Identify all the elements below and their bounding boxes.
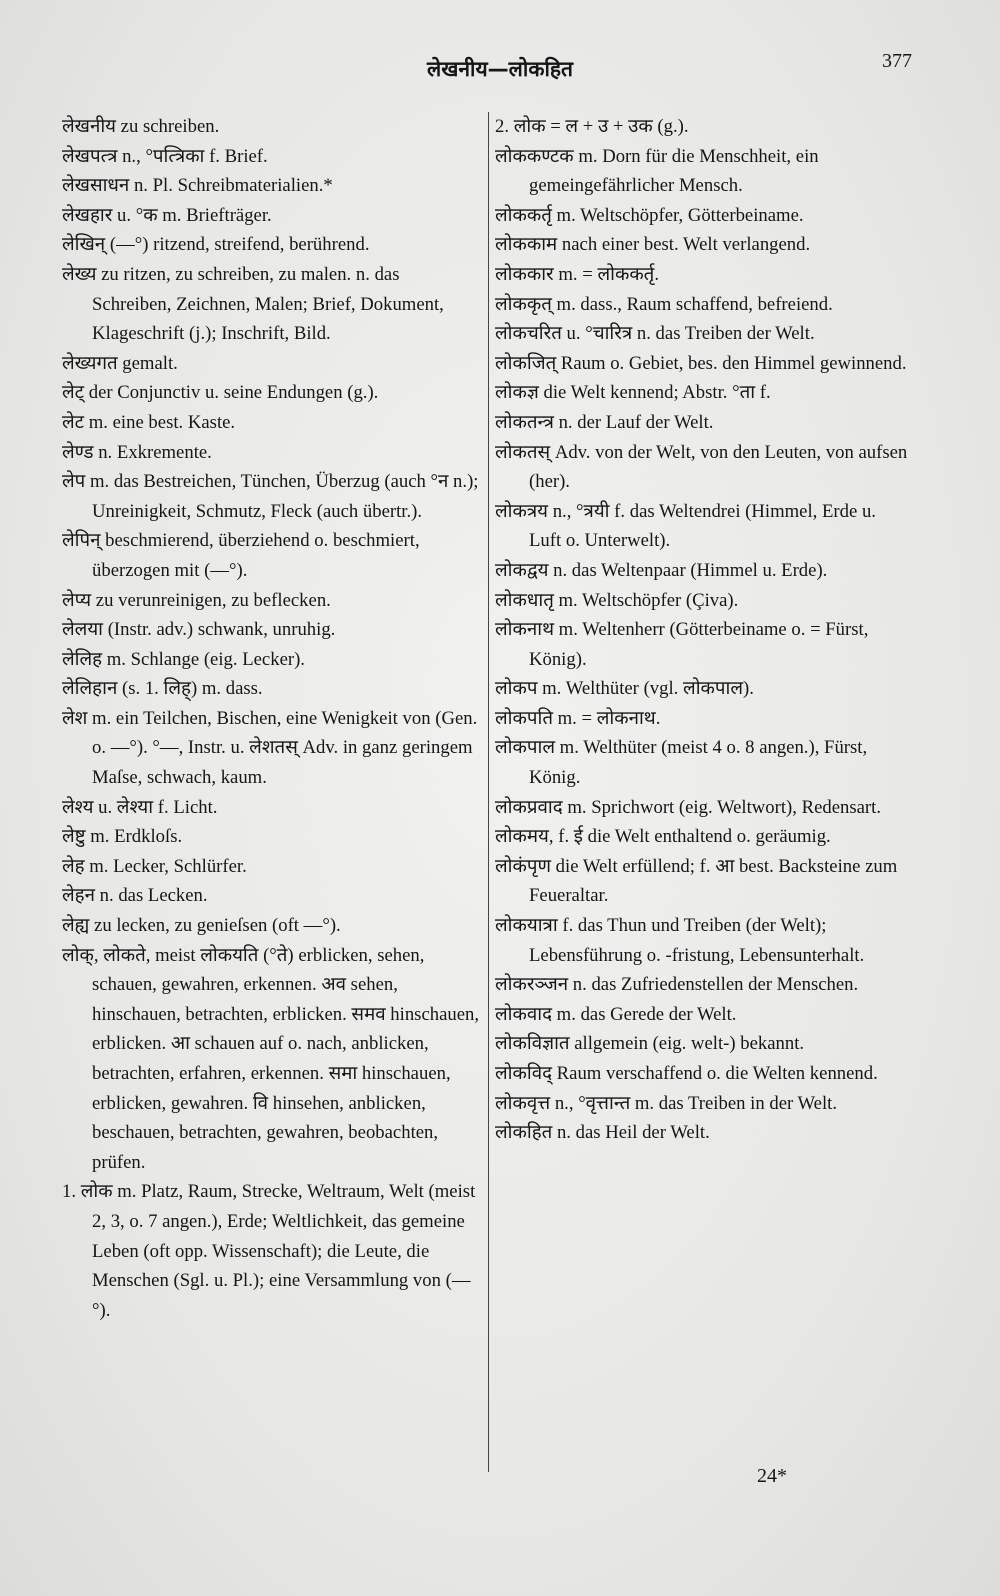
dictionary-entry: लेखपत्त्र n., °पत्त्रिका f. Brief.: [62, 145, 268, 167]
signature-mark: 24*: [757, 1465, 787, 1487]
dictionary-entry: लेख्य zu ritzen, zu schreiben, zu malen. n. das Schreiben, Zeichnen, Malen; Brief, Dokument, Klageschrift (j.); Inschrift, Bild.: [62, 263, 444, 345]
column-divider: [488, 112, 489, 1472]
dictionary-entry: लोककृत् m. dass., Raum schaffend, befreiend.: [495, 293, 833, 315]
dictionary-entry: लेखिन् (—°) ritzend, streifend, berührend.: [62, 234, 370, 256]
dictionary-entry: 1. लोक m. Platz, Raum, Strecke, Weltraum, Welt (meist 2, 3, o. 7 angen.), Erde; Weltlichkeit, das gemeine Leben (oft opp. Wissenschaft); die Leute, die Menschen (Sgl. u. Pl.); eine Versammlung von (—°).: [62, 1181, 476, 1321]
dictionary-entry: लोकहित n. das Heil der Welt.: [495, 1122, 710, 1144]
dictionary-entry: लेखहार u. °क m. Briefträger.: [62, 204, 272, 226]
running-head: लेखनीय—लोकहित: [426, 57, 574, 81]
dictionary-entry: लोकवाद m. das Gerede der Welt.: [495, 1003, 737, 1025]
dictionary-entry: लेश m. ein Teilchen, Bischen, eine Wenigkeit von (Gen. o. —°). °—, Instr. u. लेशतस् Adv. in ganz geringem Maſse, schwach, kaum.: [62, 707, 478, 789]
right-column: [495, 112, 910, 1148]
dictionary-entry: लोकद्वय n. das Weltenpaar (Himmel u. Erde).: [495, 559, 828, 581]
left-column: [62, 112, 482, 1325]
dictionary-entry: लोकपति m. = लोकनाथ.: [495, 707, 661, 729]
dictionary-entry: लोकप m. Welthüter (vgl. लोकपाल).: [495, 678, 754, 700]
dictionary-entry: लोकनाथ m. Weltenherr (Götterbeiname o. = Fürst, König).: [495, 619, 869, 670]
dictionary-entry: लेलया (Instr. adv.) schwank, unruhig.: [62, 619, 336, 641]
dictionary-entry: लेष्टु m. Erdkloſs.: [62, 826, 183, 848]
dictionary-entry: लोकवृत्त n., °वृत्तान्त m. das Treiben in der Welt.: [495, 1092, 838, 1114]
dictionary-entry: लेह m. Lecker, Schlürfer.: [62, 855, 247, 877]
dictionary-entry: लोकजित् Raum o. Gebiet, bes. den Himmel gewinnend.: [495, 352, 907, 374]
dictionary-entry: लेख्यगत gemalt.: [62, 352, 178, 374]
dictionary-entry: लोकविद् Raum verschaffend o. die Welten kennend.: [495, 1063, 878, 1084]
dictionary-entry: 2. लोक = ल + उ + उक (g.).: [495, 116, 689, 137]
page-number: 377: [882, 50, 912, 72]
dictionary-entry: लोकरञ्जन n. das Zufriedenstellen der Menschen.: [495, 974, 859, 996]
dictionary-entry: लोकधातृ m. Weltschöpfer (Çiva).: [495, 589, 739, 611]
dictionary-entry: लोककार m. = लोककर्तृ.: [495, 263, 659, 285]
dictionary-entry: लोकचरित u. °चारित्र n. das Treiben der Welt.: [495, 323, 815, 345]
dictionary-entry: लोककाम nach einer best. Welt verlangend.: [495, 234, 811, 256]
dictionary-entry: लेप्य zu verunreinigen, zu beflecken.: [62, 589, 331, 611]
dictionary-entry: लोककर्तृ m. Weltschöpfer, Götterbeiname.: [495, 204, 804, 226]
dictionary-entry: लोक्, लोकते, meist लोकयति (°ते) erblicken, sehen, schauen, gewahren, erkennen. अव sehen, hinschauen, betrachten, erblicken. समव hinschauen, erblicken. आ schauen auf o. nach, anblicken, betrachten, erfahren, erkennen. समा hinschauen, erblicken, gewahren. वि hinsehen, anblicken, beschauen, betrachten, gewahren, beobachten, prüfen.: [62, 944, 480, 1173]
dictionary-entry: लेट् der Conjunctiv u. seine Endungen (g.).: [62, 382, 379, 404]
dictionary-entry: लोकतस् Adv. von der Welt, von den Leuten, von aufsen (her).: [495, 441, 908, 493]
dictionary-entry: लोककण्टक m. Dorn für die Menschheit, ein gemeingefährlicher Mensch.: [495, 145, 819, 197]
dictionary-entry: लोकविज्ञात allgemein (eig. welt-) bekannt.: [495, 1033, 805, 1055]
dictionary-entry: लेहन n. das Lecken.: [62, 885, 208, 907]
dictionary-entry: लोकत्रय n., °त्रयी f. das Weltendrei (Himmel, Erde u. Luft o. Unterwelt).: [495, 500, 876, 552]
dictionary-entry: लेण्ड n. Exkremente.: [62, 441, 212, 463]
dictionary-entry: लोकंपृण die Welt erfüllend; f. आ best. Backsteine zum Feueraltar.: [495, 855, 898, 907]
dictionary-entry: लेश्य u. लेश्या f. Licht.: [62, 796, 218, 818]
dictionary-entry: लोकज्ञ die Welt kennend; Abstr. °ता f.: [495, 382, 771, 404]
dictionary-entry: लोकपाल m. Welthüter (meist 4 o. 8 angen.), Fürst, König.: [495, 737, 868, 789]
dictionary-entry: लेलिहान (s. 1. लिह्) m. dass.: [62, 678, 263, 700]
dictionary-entry: लेपिन् beschmierend, überziehend o. beschmiert, überzogen mit (—°).: [62, 530, 420, 581]
dictionary-entry: लेलिह m. Schlange (eig. Lecker).: [62, 648, 305, 670]
dictionary-entry: लोकयात्रा f. das Thun und Treiben (der Welt); Lebensführung o. -fristung, Lebensunterhalt.: [495, 915, 865, 966]
dictionary-entry: लोकमय, f. ई die Welt enthaltend o. geräumig.: [495, 826, 831, 848]
dictionary-entry: लोकतन्त्र n. der Lauf der Welt.: [495, 411, 714, 433]
dictionary-entry: लेप m. das Bestreichen, Tünchen, Überzug (auch °न n.); Unreinigkeit, Schmutz, Fleck (auch übertr.).: [62, 471, 479, 522]
dictionary-entry: लेखनीय zu schreiben.: [62, 116, 220, 137]
dictionary-entry: लेह्य zu lecken, zu genieſsen (oft —°).: [62, 915, 341, 937]
dictionary-entry: लेट m. eine best. Kaste.: [62, 411, 236, 433]
dictionary-entry: लोकप्रवाद m. Sprichwort (eig. Weltwort), Redensart.: [495, 796, 882, 818]
dictionary-entry: लेखसाधन n. Pl. Schreibmaterialien.*: [62, 175, 333, 197]
